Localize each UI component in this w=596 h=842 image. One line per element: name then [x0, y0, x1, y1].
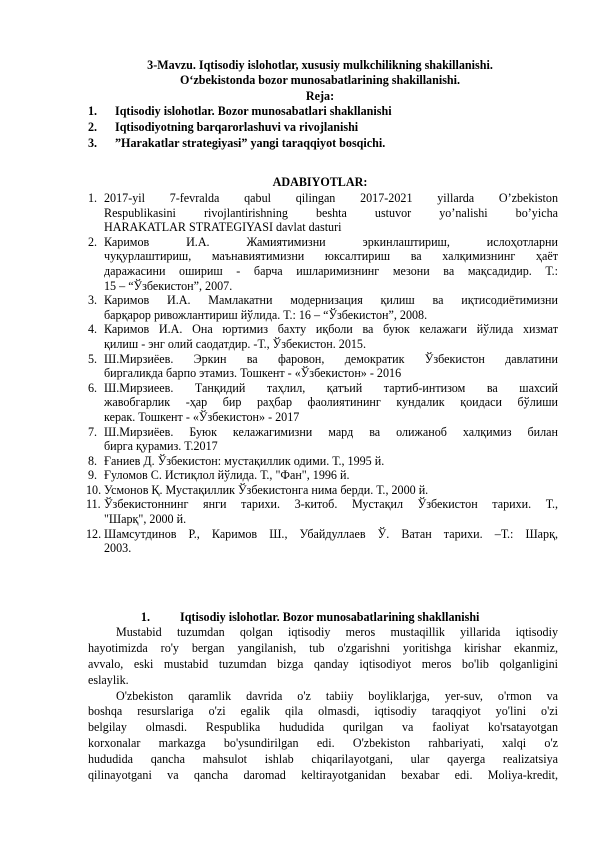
- reference-line: Ш.Мирзиёев. Эркин ва фаровон, демократик Ўзбекистон давлатини: [104, 351, 558, 366]
- reference-item: [86, 483, 558, 498]
- reference-number: 8.: [88, 453, 98, 468]
- plan-item-text: Iqtisodiy islohotlar. Bozor munosabatlari shakllanishi: [115, 104, 392, 118]
- reference-line: Ғаниев Д. Ўзбекистон: мустақиллик одими. Т., 1995 й.: [104, 453, 385, 468]
- reference-line: Усмонов Қ. Мустақиллик Ўзбекистонга нима берди. Т., 2000 й.: [104, 482, 429, 497]
- plan-item-text: ”Harakatlar strategiyasi” yangi taraqqiyot bosqichi.: [115, 136, 386, 150]
- reference-item: [88, 235, 558, 293]
- reference-text: [104, 425, 558, 454]
- reference-item: [88, 293, 558, 322]
- reference-number: 2.: [88, 234, 98, 249]
- reference-line: барқарор ривожлантириш йўлида. Т.: 16 – “Ўзбекистон”, 2008.: [104, 307, 428, 322]
- reference-number: 10.: [86, 482, 102, 497]
- reference-line: қилиш - энг олий саодатдир. -Т., Ўзбекистон. 2015.: [104, 336, 367, 351]
- reference-text: [104, 483, 558, 498]
- paragraph: [88, 689, 558, 784]
- reference-item: [86, 497, 558, 526]
- plan-item: [88, 136, 568, 152]
- reference-number: 1.: [88, 191, 98, 205]
- reference-item: [88, 352, 558, 381]
- plan-item-number: 3.: [88, 136, 98, 150]
- reference-line: Шамсутдинов Р., Каримов Ш., Убайдуллаев Ў. Ватан тарихи. –Т.: Шарқ,: [104, 526, 558, 541]
- reference-text: [104, 468, 558, 483]
- paragraph-line: Mustabid tuzumdan qolgan iqtisodiy meros mustaqillik yillarida iqtisodiy: [116, 625, 558, 639]
- body-text: [88, 625, 558, 784]
- reference-text: [104, 381, 558, 425]
- plan-heading: Reja:: [305, 89, 335, 103]
- reference-item: [88, 468, 558, 483]
- reference-text: [104, 293, 558, 322]
- reference-number: 12.: [86, 526, 102, 541]
- paragraph-line: eslaylik.: [88, 672, 129, 687]
- reference-line: Respublikasini rivojlantirishning beshta ustuvor yo’nalishi bo’yicha: [104, 205, 558, 220]
- plan-item: [88, 104, 568, 120]
- reference-item: [88, 381, 558, 425]
- reference-text: [104, 454, 558, 469]
- paragraph-line: qilinayotgani va qancha daromad keltirayotganidan bexabar edi. Moliya-kredit,: [88, 768, 558, 783]
- reference-item: [86, 527, 558, 556]
- reference-line: Каримов И.А. Жамиятимизни эркинлаштириш, ислоҳотларни: [104, 234, 558, 249]
- reference-number: 6.: [88, 380, 98, 395]
- reference-number: 7.: [88, 424, 98, 439]
- paragraph-line: belgilay olmasdi. Respublika hududida qurilgan va faoliyat ko'rsatayotgan: [88, 720, 558, 735]
- references-heading: ADABIYOTLAR:: [272, 175, 368, 189]
- reference-line: Каримов И.А. Она юртимиз бахту иқболи ва буюк келажаги йўлида хизмат: [104, 322, 558, 337]
- reference-line: Ш.Мирзиеев. Танқидий таҳлил, қатъий тартиб-интизом ва шахсий: [104, 380, 558, 395]
- paragraph-line: avvalo, eski mustabid tuzumdan bizga qanday iqtisodiyot meros bo'lib qolganligini: [88, 656, 558, 671]
- reference-line: даражасини ошириш - барча ишларимизнинг мезони ва мақсадидир. Т.:: [104, 263, 558, 278]
- reference-text: [104, 235, 558, 293]
- reference-line: чуқурлаштириш, маънавиятимизни юксалтириш ва халқимизнинг ҳаёт: [104, 249, 558, 264]
- reference-line: 15 – “Ўзбекистон”, 2007.: [104, 278, 233, 293]
- plan-item: [88, 120, 568, 136]
- reference-line: Ўзбекистоннинг янги тарихи. 3-китоб. Мустақил Ўзбекистон тарихи. Т.,: [104, 497, 558, 512]
- document-subtitle: O‘zbekistonda bozor munosabatlarining shakillanishi.: [179, 73, 461, 87]
- reference-line: 2017-yil 7-fevralda qabul qilingan 2017-2021 yillarda O’zbekiston: [104, 191, 558, 205]
- reference-line: керак. Тошкент - «Ўзбекистон» - 2017: [104, 409, 300, 424]
- reference-text: [104, 497, 558, 526]
- reference-text: [104, 352, 558, 381]
- reference-text: [104, 191, 558, 235]
- reference-item: [88, 454, 558, 469]
- plan-item-text: Iqtisodiyotning barqarorlashuvi va rivojlanishi: [115, 120, 359, 134]
- section-number: 1.: [140, 610, 150, 624]
- paragraph-line: O'zbekiston qaramlik davrida o'z tabiiy boyliklarjga, yer-suv, o'rmon va: [116, 688, 558, 703]
- reference-item: [88, 322, 558, 351]
- section-heading: [88, 610, 558, 625]
- paragraph-line: hududida qancha mahsulot ishlab chiqarilayotgani, ular qayerga realizatsiya: [88, 752, 558, 767]
- plan-list: [88, 104, 568, 152]
- reference-number: 9.: [88, 468, 98, 483]
- reference-number: 4.: [88, 322, 98, 337]
- paragraph-line: boshqa resurslariga o'zi egalik qila olmasdi, iqtisodiy taraqqiyot yo'lini o'zi: [88, 704, 558, 719]
- plan-item-number: 2.: [88, 120, 98, 134]
- paragraph: [88, 625, 558, 689]
- paragraph-line: hayotimizda ro'y bergan yangilanish, tub o'zgarishni yoritishga kirishar ekanmiz,: [88, 640, 558, 655]
- reference-line: 2003.: [104, 541, 132, 556]
- reference-line: биргаликда барпо этамиз. Тошкент - «Ўзбекистон» - 2016: [104, 366, 402, 381]
- references-list: [88, 191, 558, 556]
- reference-line: Ш.Мирзиёев. Буюк келажагимизни мард ва олижаноб халқимиз билан: [104, 424, 558, 439]
- reference-line: "Шарқ", 2000 й.: [104, 512, 187, 527]
- reference-line: жавобгарлик -ҳар бир раҳбар фаолиятининг кундалик қоидаси бўлиши: [104, 395, 558, 410]
- reference-number: 11.: [86, 497, 101, 512]
- reference-text: [104, 322, 558, 351]
- reference-line: бирга қурамиз. Т.2017: [104, 439, 218, 454]
- document-title: 3-Mavzu. Iqtisodiy islohotlar, xususiy mulkchilikning shakillanishi.: [147, 58, 493, 72]
- reference-number: 3.: [88, 293, 98, 308]
- reference-item: [88, 191, 558, 235]
- plan-item-number: 1.: [88, 104, 98, 118]
- reference-text: [104, 527, 558, 556]
- reference-line: Ғуломов С. Истиқлол йўлида. Т., "Фан", 1996 й.: [104, 468, 350, 483]
- reference-line: Каримов И.А. Мамлакатни модернизация қилиш ва иқтисодиётимизни: [104, 293, 558, 308]
- paragraph-line: korxonalar markazga bo'ysundirilgan edi. O'zbekiston rahbariyati, xalqi o'z: [88, 736, 558, 751]
- reference-item: [88, 425, 558, 454]
- reference-line: HARAKATLAR STRATEGIYASI davlat dasturi: [104, 220, 342, 235]
- reference-number: 5.: [88, 351, 98, 366]
- section-title: Iqtisodiy islohotlar. Bozor munosabatlarining shakllanishi: [180, 610, 480, 624]
